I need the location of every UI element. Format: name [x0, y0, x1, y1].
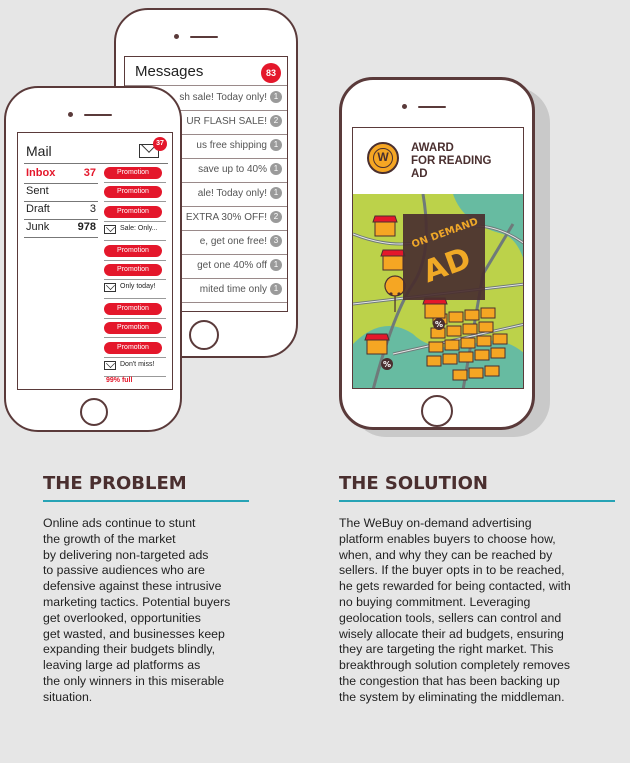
- ad-screen: [352, 127, 524, 389]
- message-count-badge: 2: [270, 115, 282, 127]
- home-button[interactable]: [80, 398, 108, 426]
- svg-text:%: %: [382, 360, 392, 369]
- body-line: geolocation tools, sellers can control and: [339, 610, 562, 625]
- storage-status: 99% full: [106, 377, 133, 384]
- promotion-item[interactable]: Promotion: [104, 167, 162, 179]
- body-line: wisely allocate their ad budgets, ensuring: [339, 626, 564, 641]
- envelope-icon: [104, 225, 116, 234]
- divider: [104, 201, 166, 202]
- divider: [104, 260, 166, 261]
- divider: [104, 240, 166, 241]
- folder-count: 3: [89, 203, 96, 215]
- body-line: situation.: [43, 689, 93, 704]
- mail-title: Mail: [26, 143, 52, 159]
- body-line: the system by eliminating the middleman.: [339, 689, 565, 704]
- body-line: platform enables buyers to choose how,: [339, 531, 556, 546]
- folder-count: 978: [77, 221, 96, 233]
- award-line-2: FOR READING: [411, 155, 492, 167]
- message-preview: EXTRA 30% OFF!: [185, 212, 267, 223]
- message-count-badge: 1: [270, 283, 282, 295]
- solution-body: [339, 516, 619, 706]
- body-line: no buying commitment. Leveraging: [339, 594, 531, 609]
- messages-badge: 83: [261, 63, 281, 83]
- speaker: [190, 36, 218, 38]
- body-line: the only winners in this miserable: [43, 673, 225, 688]
- body-line: they are targeting the right market. This: [339, 642, 554, 657]
- webuy-coin-icon: W: [367, 142, 399, 174]
- home-button[interactable]: [189, 320, 219, 350]
- folder-name: Sent: [26, 185, 49, 197]
- front-camera: [174, 34, 179, 39]
- message-preview: ale! Today only!: [197, 188, 267, 199]
- message-count-badge: 1: [270, 259, 282, 271]
- folder-name: Junk: [26, 221, 50, 233]
- mail-subject: Don't miss!: [120, 361, 155, 368]
- message-preview: mited time only: [199, 284, 267, 295]
- ad-label: AD: [418, 240, 476, 291]
- body-line: sellers. If the buyer opts in to be reached,: [339, 563, 565, 578]
- body-line: get wasted, and businesses keep: [43, 626, 225, 641]
- front-camera: [68, 112, 73, 117]
- mail-badge: 37: [153, 137, 167, 151]
- mail-phone: [4, 86, 182, 432]
- promotion-item[interactable]: Promotion: [104, 186, 162, 198]
- folder-name: Inbox: [26, 167, 56, 179]
- speaker: [84, 114, 112, 116]
- message-count-badge: 1: [270, 91, 282, 103]
- folder-inbox[interactable]: [24, 165, 98, 184]
- solution-heading: THE SOLUTION: [339, 473, 488, 494]
- mail-item[interactable]: [104, 282, 166, 295]
- on-demand-label: ON DEMAND: [410, 216, 480, 251]
- body-line: the congestion that has been backing up: [339, 673, 560, 688]
- message-preview: get one 40% off: [197, 260, 267, 271]
- folder-name: Draft: [26, 203, 50, 215]
- divider: [104, 182, 166, 183]
- body-line: to passive audiences who are: [43, 563, 206, 578]
- divider: [104, 221, 166, 222]
- award-line-1: AWARD: [411, 142, 454, 154]
- body-line: expanding their budgets blindly,: [43, 642, 216, 657]
- divider: [104, 337, 166, 338]
- body-line: defensive against these intrusive: [43, 579, 222, 594]
- message-preview: save up to 40%: [198, 164, 267, 175]
- messages-title: Messages: [135, 63, 204, 80]
- divider: [104, 318, 166, 319]
- problem-body: [43, 516, 263, 706]
- message-count-badge: 2: [270, 211, 282, 223]
- folder-sent[interactable]: [24, 183, 98, 202]
- mail-screen: [17, 132, 173, 390]
- message-count-badge: 1: [270, 187, 282, 199]
- mail-subject: Sale: Only...: [120, 225, 158, 233]
- divider: [104, 298, 166, 299]
- award-line-3: AD: [411, 168, 428, 180]
- body-line: leaving large ad platforms as: [43, 658, 201, 673]
- body-line: the growth of the market: [43, 531, 176, 546]
- mail-item[interactable]: [104, 360, 166, 373]
- mail-item[interactable]: [104, 224, 166, 237]
- promotion-item[interactable]: Promotion: [104, 322, 162, 334]
- front-camera: [402, 104, 407, 109]
- problem-heading: THE PROBLEM: [43, 473, 187, 494]
- body-line: he gets rewarded for being contacted, with: [339, 579, 571, 594]
- folder-count: 37: [83, 167, 96, 179]
- message-preview: UR FLASH SALE!: [186, 116, 267, 127]
- divider: [104, 279, 166, 280]
- problem-rule: [43, 500, 249, 502]
- promotion-item[interactable]: Promotion: [104, 206, 162, 218]
- message-preview: us free shipping: [196, 140, 267, 151]
- message-preview: sh sale! Today only!: [179, 92, 267, 103]
- body-line: The WeBuy on-demand advertising: [339, 516, 532, 530]
- message-count-badge: 1: [270, 163, 282, 175]
- promotion-item[interactable]: Promotion: [104, 342, 162, 354]
- body-line: marketing tactics. Potential buyers: [43, 594, 231, 609]
- divider: [24, 163, 168, 164]
- body-line: by delivering non-targeted ads: [43, 547, 209, 562]
- promotion-item[interactable]: Promotion: [104, 245, 162, 257]
- divider: [104, 357, 166, 358]
- promotion-item[interactable]: Promotion: [104, 303, 162, 315]
- folder-junk[interactable]: [24, 219, 98, 238]
- body-line: Online ads continue to stunt: [43, 516, 196, 530]
- on-demand-ad-box[interactable]: [403, 214, 485, 300]
- message-preview: e, get one free!: [199, 236, 267, 247]
- home-button[interactable]: [421, 395, 453, 427]
- mail-subject: Only today!: [120, 283, 156, 291]
- ad-phone: [339, 77, 535, 430]
- promotion-item[interactable]: Promotion: [104, 264, 162, 276]
- award-header: [353, 128, 523, 194]
- folder-draft[interactable]: [24, 201, 98, 220]
- body-line: when, and why they can be reached by: [339, 547, 553, 562]
- solution-rule: [339, 500, 615, 502]
- message-count-badge: 1: [270, 139, 282, 151]
- envelope-icon: [104, 361, 116, 370]
- speaker: [418, 106, 446, 108]
- svg-text:%: %: [434, 320, 444, 329]
- body-line: get overlooked, opportunities: [43, 610, 201, 625]
- body-line: breakthrough solution completely removes: [339, 658, 571, 673]
- envelope-icon: [104, 283, 116, 292]
- message-count-badge: 3: [270, 235, 282, 247]
